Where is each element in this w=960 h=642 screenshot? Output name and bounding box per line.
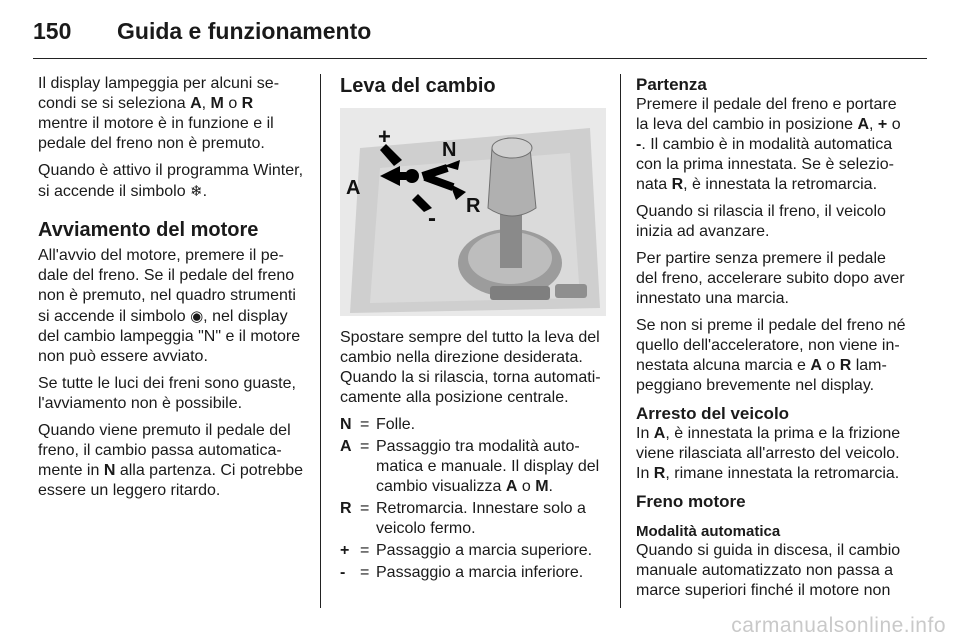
definition-row: R = Retromarcia. Innestare solo a veicolo fermo. xyxy=(340,500,586,537)
subheading-modalita-automatica: Modalità automatica xyxy=(636,523,781,540)
snowflake-icon: ❄ xyxy=(190,182,203,200)
figure-label-a: A xyxy=(346,177,361,199)
column-right xyxy=(636,74,906,608)
heading-arresto: Arresto del veicolo xyxy=(636,404,790,423)
paragraph-no-pedal: Se non si preme il pedale del freno né quello dell'acceleratore, non viene in- nestata alcuna marcia e A o R lam- peggiano brevemente nel display. xyxy=(636,317,906,394)
brake-foot-icon: ◉ xyxy=(190,307,204,325)
page-title: Guida e funzionamento xyxy=(117,18,372,44)
paragraph-start-engine: All'avvio del motore, premere il pe- dale del freno. Se il pedale del freno non è premuto, nel quadro strumenti si accende il simbolo ◉, nel display del cambio lampeggia "N" e il motore non può essere avviato. xyxy=(38,247,301,365)
paragraph-display-blink: Il display lampeggia per alcuni se-condi se si seleziona A, M o R mentre il motore è in funzione e il pedale del freno non è premuto. xyxy=(38,75,280,152)
definition-row: N = Folle. xyxy=(340,416,416,433)
column-divider-1 xyxy=(320,74,321,608)
heading-leva: Leva del cambio xyxy=(340,75,496,97)
definition-row: + = Passaggio a marcia superiore. xyxy=(340,542,593,559)
figure-label-n: N xyxy=(442,139,457,161)
paragraph-brake-lights: Se tutte le luci dei freni sono guaste, l'avviamento non è possibile. xyxy=(38,375,296,412)
column-middle xyxy=(340,74,606,585)
heading-freno-motore: Freno motore xyxy=(636,492,746,511)
gear-lever-figure xyxy=(340,108,606,316)
paragraph-release-brake: Quando si rilascia il freno, il veicolo inizia ad avanzare. xyxy=(636,203,886,240)
definition-row: A = Passaggio tra modalità auto- matica e manuale. Il display del cambio visualizza A o M. xyxy=(340,438,600,495)
page-header xyxy=(33,14,927,59)
paragraph-lever-intro: Spostare sempre del tutto la leva del cambio nella direzione desiderata. Quando la si rilascia, torna automati- camente alla posizione centrale. xyxy=(340,329,601,406)
paragraph-partenza: Premere il pedale del freno e portare la leva del cambio in posizione A, + o -. Il cambio è in modalità automatica con la prima innestata. Se è selezio- nata R, è innestata la retromarcia. xyxy=(636,96,901,193)
page-number: 150 xyxy=(33,18,72,44)
heading-avviamento: Avviamento del motore xyxy=(38,219,259,241)
heading-partenza: Partenza xyxy=(636,75,707,94)
paragraph-winter: Quando è attivo il programma Winter, si accende il simbolo ❄. xyxy=(38,162,304,200)
paragraph-discesa: Quando si guida in discesa, il cambio manuale automatizzato non passa a marce superiori finché il motore non xyxy=(636,542,901,599)
watermark: carmanualsonline.info xyxy=(731,614,946,637)
gear-lever-illustration xyxy=(340,108,606,316)
figure-label-plus: + xyxy=(378,124,391,149)
definition-row: - = Passaggio a marcia inferiore. xyxy=(340,564,584,581)
paragraph-accelerate: Per partire senza premere il pedale del freno, accelerare subito dopo aver innestato una marcia. xyxy=(636,250,905,307)
column-divider-2 xyxy=(620,74,621,608)
paragraph-brake-pressed: Quando viene premuto il pedale del freno, il cambio passa automatica- mente in N alla partenza. Ci potrebbe essere un leggero ritardo. xyxy=(38,422,304,499)
figure-label-minus: - xyxy=(428,205,436,232)
gear-definitions-list xyxy=(340,415,606,583)
column-left xyxy=(38,74,304,508)
figure-label-r: R xyxy=(466,195,481,217)
paragraph-arresto: In A, è innestata la prima e la frizione viene rilasciata all'arresto del veicolo. In R, rimane innestata la retromarcia. xyxy=(636,425,901,482)
